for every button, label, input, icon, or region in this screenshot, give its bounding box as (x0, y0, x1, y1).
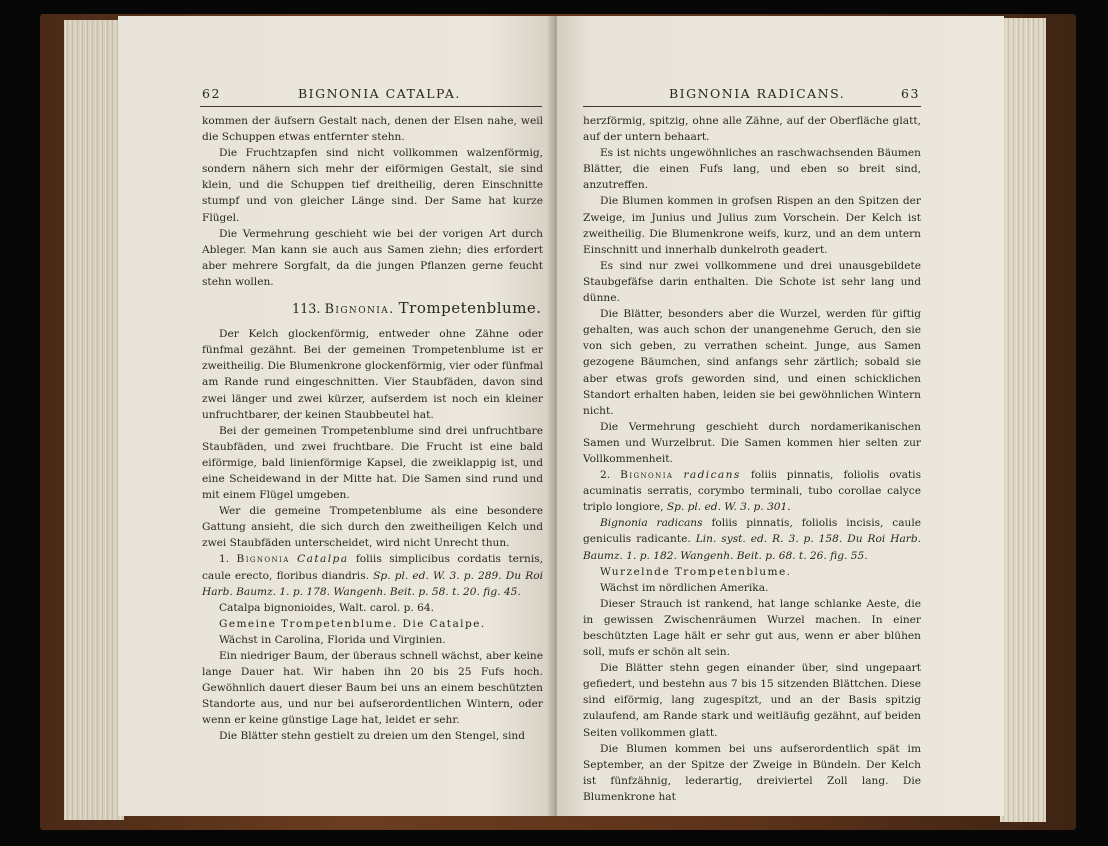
left-head-rule (200, 106, 542, 107)
right-page-edges (1000, 18, 1046, 822)
section-number: 113. (292, 302, 321, 318)
paragraph: Ein niedriger Baum, der überaus schnell wächst, aber keine lange Dauer hat. Wir haben ihn 20 bis 25 Fufs hoch. Gewöhnlich dauert dieser Baum bei uns an einem beschützten Standorte aus, und nur bei aufserordentlichen Wintern, oder wenn er keine günstige Lage hat, leidet er sehr. (202, 650, 543, 727)
paragraph: Die Vermehrung geschieht durch nordamerikanischen Samen und Wurzelbrut. Die Samen kommen hier selten zur Vollkommenheit. (583, 420, 921, 465)
paragraph: Die Blumen kommen bei uns aufserordentlich spät im September, an der Spitze der Zweige in Bündeln. Der Kelch ist fünfzähnig, lederartig, dreiviertel Zoll lang. Die Blumenkrone hat (583, 742, 921, 803)
paragraph: herzförmig, spitzig, ohne alle Zähne, auf der Oberfläche glatt, auf der untern behaart. (583, 115, 921, 144)
paragraph: Die Fruchtzapfen sind nicht vollkommen walzenförmig, sondern nähern sich mehr der eiförmigen Gestalt, sie sind klein, und die Schuppen tief dreitheilig, deren Einschnitte stumpf und von gleicher Länge sind. Der Same hat kurze Flügel. (202, 147, 543, 224)
paragraph: kommen der äufsern Gestalt nach, denen der Elsen nahe, weil die Schuppen etwas entfernter stehn. (202, 115, 543, 144)
paragraph: Die Blätter stehn gestielt zu dreien um den Stengel, sind (218, 730, 525, 743)
paragraph: Die Blumen kommen in grofsen Rispen an den Spitzen der Zweige, im Junius und Julius zum Vorschein. Der Kelch ist zweitheilig. Die Blumenkrone weifs, kurz, und an dem untern Einschnitt und innerhalb dunkelroth geadert. (583, 195, 921, 256)
section-title: Trompetenblume. (398, 299, 542, 318)
right-running-head: BIGNONIA RADICANS. (669, 86, 846, 101)
right-body (583, 113, 921, 805)
section-heading (202, 300, 543, 318)
species-entry: 2. Bignonia radicans foliis pinnatis, foliolis ovatis acuminatis serratis, corymbo terminali, tubo corollae calyce triplo longiore, Sp. pl. ed. W. 3. p. 301. (583, 469, 922, 514)
right-head-rule (583, 106, 921, 107)
paragraph: Die Vermehrung geschieht wie bei der vorigen Art durch Ableger. Man kann sie auch aus Samen ziehn; dies erfordert aber mehrere Sorgfalt, da die jungen Pflanzen gerne feucht stehn wollen. (202, 227, 543, 288)
left-page (118, 16, 555, 816)
synonym: Bignonia radicans foliis pinnatis, foliolis incisis, caule geniculis radicante. Lin. syst. ed. R. 3. p. 158. Du Roi Harb. Baumz. 1. p. 182. Wangenh. Beit. p. 68. t. 26. fig. 55. (583, 517, 922, 562)
section-genus: Bignonia. (324, 302, 395, 318)
species-entry: 1. Bignonia Catalpa foliis simplicibus cordatis ternis, caule erecto, floribus diandris. Sp. pl. ed. W. 3. p. 289. Du Roi Harb. Baumz. 1. p. 178. Wangenh. Beit. p. 58. t. 20. fig. 45. (202, 553, 544, 598)
habitat: Wächst im nördlichen Amerika. (599, 581, 769, 594)
right-page (557, 16, 1004, 816)
paragraph: Die Blätter, besonders aber die Wurzel, werden für giftig gehalten, was auch schon der unangenehme Geruch, den sie von sich geben, zu verrathen scheint. Junge, aus Samen gezogene Bäumchen, sind anfangs sehr zärtlich; sobald sie aber etwas grofs geworden sind, und einen schicklichen Standort erhalten haben, leiden sie bei gewöhnlichen Wintern nicht. (583, 308, 921, 417)
paragraph: Wer die gemeine Trompetenblume als eine besondere Gattung ansieht, die sich durch den zweitheiligen Kelch und zwei Staubfäden unterscheidet, wird nicht Unrecht thun. (202, 505, 543, 550)
left-body (202, 113, 543, 745)
paragraph: Die Blätter stehn gegen einander über, sind ungepaart gefiedert, und bestehn aus 7 bis 15 sitzenden Blättchen. Diese sind eiförmig, lang zugespitzt, und an der Basis spitzig zulaufend, am Rande stark und weitläufig gezähnt, auf beiden Seiten vollkommen glatt. (583, 662, 921, 739)
paragraph: Es ist nichts ungewöhnliches an raschwachsenden Bäumen Blätter, die einen Fufs lang, und eben so breit sind, anzutreffen. (583, 147, 921, 192)
paragraph: Bei der gemeinen Trompetenblume sind drei unfruchtbare Staubfäden, und zwei fruchtbare. Die Frucht ist eine bald eiförmige, bald linienförmige Kapsel, die zweiklappig ist, und eine Scheidewand in der Mitte hat. Die Samen sind rund und mit einem Flügel umgeben. (202, 424, 543, 502)
habitat: Wächst in Carolina, Florida und Virginien. (218, 633, 446, 646)
right-page-number: 63 (901, 86, 920, 101)
paragraph: Dieser Strauch ist rankend, hat lange schlanke Aeste, die in gewissen Zwischenräumen Wurzel machen. In einer beschützten Lage hält er sehr gut aus, wenn er aber blühen soll, mufs er schön alt sein. (583, 597, 921, 659)
left-page-edges (64, 20, 124, 820)
left-page-number: 62 (202, 86, 221, 101)
common-name: Gemeine Trompetenblume. Die Catalpe. (218, 617, 486, 630)
synonym: Catalpa bignonioides, Walt. carol. p. 64. (218, 601, 434, 614)
left-running-head: BIGNONIA CATALPA. (298, 86, 461, 101)
paragraph: Es sind nur zwei vollkommene und drei unausgebildete Staubgefäfse darin enthalten. Die Schote ist sehr lang und dünne. (583, 259, 921, 305)
common-name: Wurzelnde Trompetenblume. (599, 565, 792, 578)
paragraph: Der Kelch glockenförmig, entweder ohne Zähne oder fünfmal gezähnt. Bei der gemeinen Trompetenblume ist er zweitheilig. Die Blumenkrone glockenförmig, vier oder fünfmal am Rande rund eingeschnitten. Vier Staubfäden, davon sind zwei länger und zwei kürzer, aufserdem ist noch ein kleiner unfruchtbarer, der keinen Staubbeutel hat. (202, 328, 543, 421)
